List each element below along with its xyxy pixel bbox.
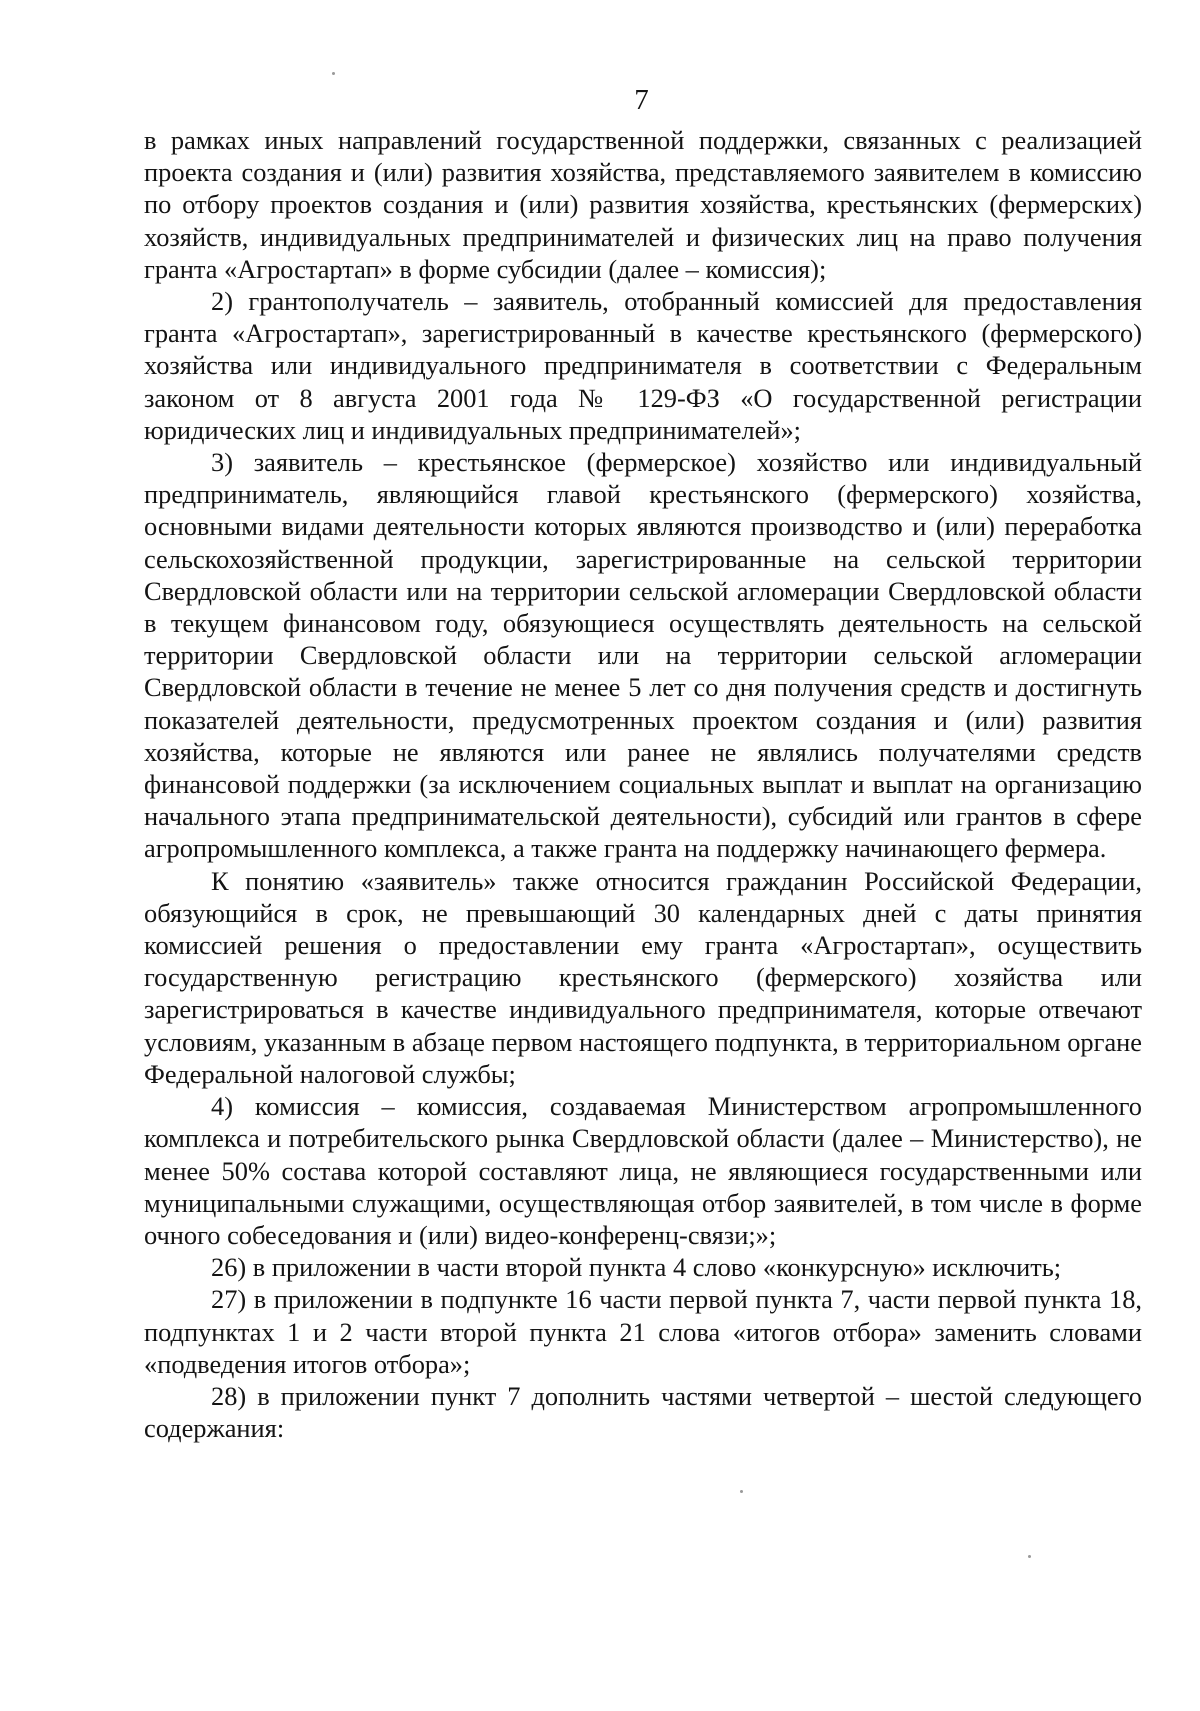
- paragraph-item-2-grant-recipient: 2) грантополучатель – заявитель, отобранный комиссией для предоставления гранта «Агростартап», зарегистрированный в качестве крестьянского (фермерского) хозяйства или индивидуального предпринимателя в соответствии с Федеральным законом от 8 августа 2001 года № 129-ФЗ «О государственной регистрации юридических лиц и индивидуальных предпринимателей»;: [144, 286, 1142, 445]
- document-body: [144, 124, 1142, 1444]
- paragraph-item-3-applicant: 3) заявитель – крестьянское (фермерское) хозяйство или индивидуальный предприниматель, являющийся главой крестьянского (фермерского) хозяйства, основными видами деятельности которых являются производство и (или) переработка сельскохозяйственной продукции, зарегистрированные на сельской территории Свердловской области или на территории сельской агломерации Свердловской области в текущем финансовом году, обязующиеся осуществлять деятельность на сельской территории Свердловской области или на территории сельской агломерации Свердловской области в течение не менее 5 лет со дня получения средств и достигнуть показателей деятельности, предусмотренных проектом создания и (или) развития хозяйства, которые не являются или ранее не являлись получателями средств финансовой поддержки (за исключением социальных выплат и выплат на организацию начального этапа предпринимательской деятельности), субсидий или грантов в сфере агропромышленного комплекса, а также гранта на поддержку начинающего фермера.: [144, 447, 1142, 864]
- paragraph-amendment-28: 28) в приложении пункт 7 дополнить частями четвертой – шестой следующего содержания:: [144, 1380, 1142, 1444]
- scan-speck: [740, 1490, 743, 1493]
- paragraph-continuation: в рамках иных направлений государственной поддержки, связанных с реализацией проекта создания и (или) развития хозяйства, представляемого заявителем в комиссию по отбору проектов создания и (или) развития хозяйства, крестьянских (фермерских) хозяйств, индивидуальных предпринимателей и физических лиц на право получения гранта «Агростартап» в форме субсидии (далее – комиссия);: [144, 125, 1142, 284]
- paragraph-amendment-27: 27) в приложении в подпункте 16 части первой пункта 7, части первой пункта 18, подпунктах 1 и 2 части второй пункта 21 слова «итогов отбора» заменить словами «подведения итогов отбора»;: [144, 1284, 1142, 1379]
- scan-speck: [1028, 1555, 1031, 1558]
- paragraph-item-4-commission: 4) комиссия – комиссия, создаваемая Министерством агропромышленного комплекса и потребительского рынка Свердловской области (далее – Министерство), не менее 50% состава которой составляют лица, не являющиеся государственными или муниципальными служащими, осуществляющая отбор заявителей, в том числе в форме очного собеседования и (или) видео-конференц-связи;»;: [144, 1091, 1142, 1250]
- paragraph-applicant-definition: К понятию «заявитель» также относится гражданин Российской Федерации, обязующийся в срок, не превышающий 30 календарных дней с даты принятия комиссией решения о предоставлении ему гранта «Агростартап», осуществить государственную регистрацию крестьянского (фермерского) хозяйства или зарегистрироваться в качестве индивидуального предпринимателя, которые отвечают условиям, указанным в абзаце первом настоящего подпункта, в территориальном органе Федеральной налоговой службы;: [144, 865, 1142, 1089]
- paragraph-amendment-26: 26) в приложении в части второй пункта 4 слово «конкурсную» исключить;: [211, 1252, 1062, 1283]
- scan-speck: [332, 72, 335, 75]
- page-number: 7: [634, 84, 649, 116]
